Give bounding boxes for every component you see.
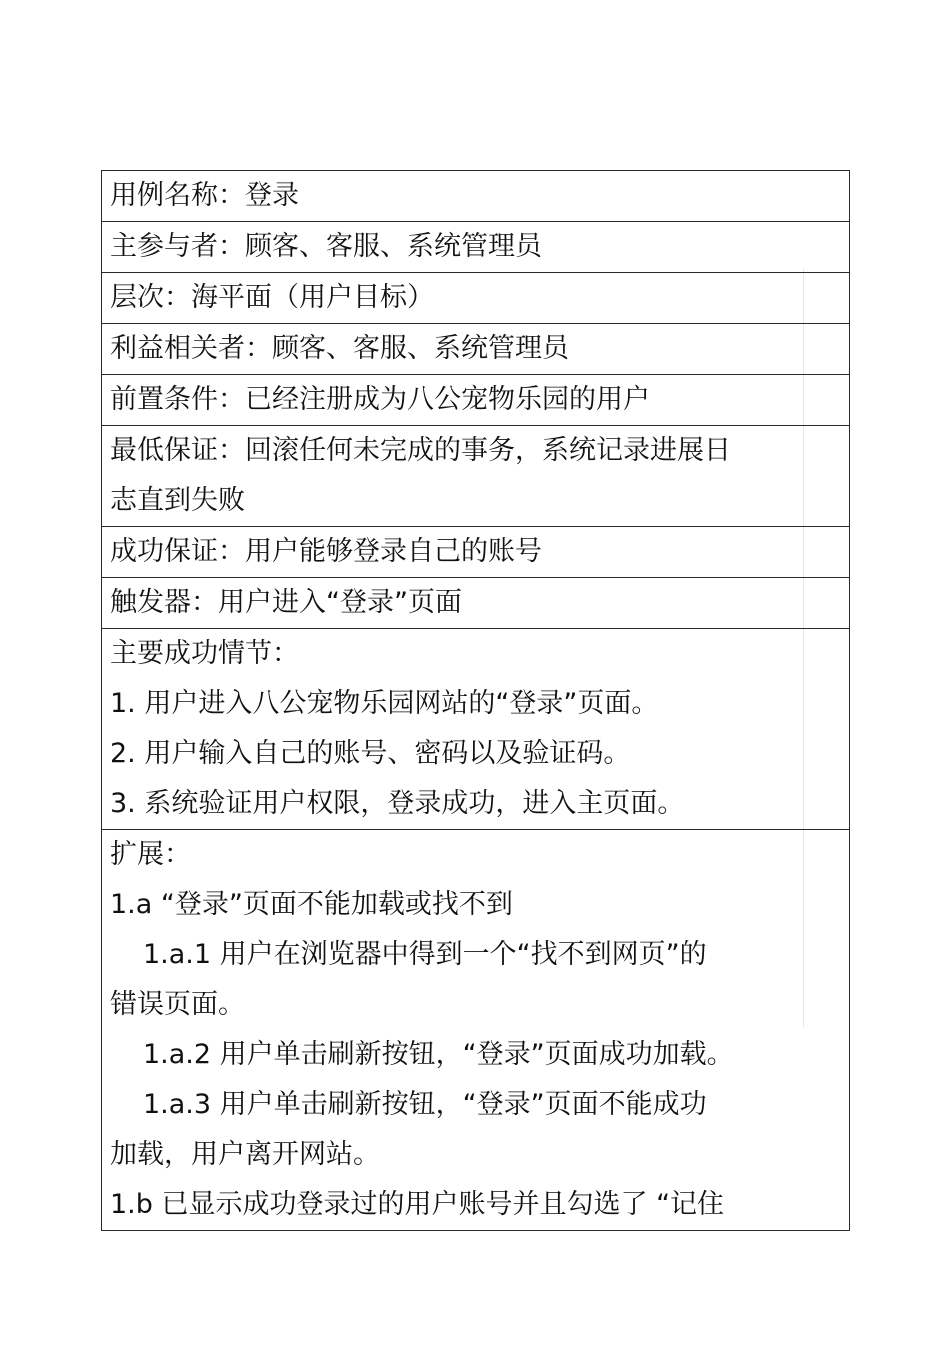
extension-subitem: 1.a.2 用户单击刷新按钮，“登录”页面成功加载。 [143, 1039, 734, 1070]
trigger: 触发器：用户进入“登录”页面 [110, 587, 462, 618]
extension-item: 1.a “登录”页面不能加载或找不到 [110, 889, 513, 920]
table-row [102, 273, 850, 324]
table-row [102, 171, 850, 222]
table-row [102, 830, 850, 1231]
table-row [102, 527, 850, 578]
table-row [102, 324, 850, 375]
scenario-step: 2. 用户输入自己的账号、密码以及验证码。 [110, 738, 631, 769]
use-case-table [101, 170, 850, 1231]
extension-subitem-continuation: 加载，用户离开网站。 [110, 1139, 380, 1170]
main-success-scenario-cell [102, 629, 850, 830]
scenario-step: 3. 系统验证用户权限，登录成功，进入主页面。 [110, 788, 685, 819]
trigger-cell [102, 578, 850, 629]
extension-item: 1.b 已显示成功登录过的用户账号并且勾选了 “记住 [110, 1189, 725, 1220]
minimal-guarantee-cell [102, 426, 850, 527]
table-row [102, 629, 850, 830]
table-row [102, 426, 850, 527]
minimal-guarantee-line: 志直到失败 [110, 485, 245, 516]
primary-actor-cell [102, 222, 850, 273]
extension-subitem: 1.a.3 用户单击刷新按钮，“登录”页面不能成功 [143, 1089, 707, 1120]
extension-subitem: 1.a.1 用户在浏览器中得到一个“找不到网页”的 [143, 939, 707, 970]
level: 层次：海平面（用户目标） [110, 282, 434, 313]
stakeholders-cell [102, 324, 850, 375]
extensions-cell [102, 830, 850, 1231]
success-guarantee: 成功保证：用户能够登录自己的账号 [110, 536, 542, 567]
main-success-scenario-heading: 主要成功情节： [110, 638, 299, 669]
scenario-step: 1. 用户进入八公宠物乐园网站的“登录”页面。 [110, 688, 659, 719]
table-row [102, 222, 850, 273]
table-row [102, 578, 850, 629]
preconditions: 前置条件：已经注册成为八公宠物乐园的用户 [110, 384, 650, 415]
preconditions-cell [102, 375, 850, 426]
stakeholders: 利益相关者：顾客、客服、系统管理员 [110, 333, 569, 364]
primary-actor: 主参与者：顾客、客服、系统管理员 [110, 231, 542, 262]
use-case-name: 用例名称：登录 [110, 180, 299, 211]
extensions-heading: 扩展： [110, 839, 191, 870]
table-row [102, 375, 850, 426]
level-cell [102, 273, 850, 324]
success-guarantee-cell [102, 527, 850, 578]
use-case-name-cell [102, 171, 850, 222]
extension-subitem-continuation: 错误页面。 [110, 989, 245, 1020]
minimal-guarantee-line: 最低保证：回滚任何未完成的事务，系统记录进展日 [110, 435, 731, 466]
